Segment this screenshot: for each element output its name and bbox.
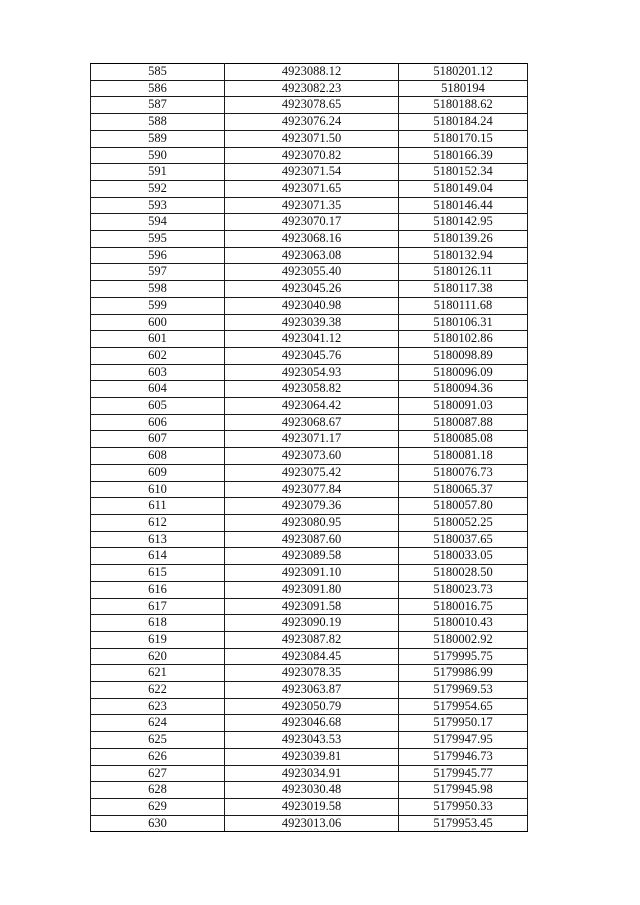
table-row (91, 631, 528, 648)
x-coordinate-cell: 4923088.12 (225, 64, 399, 81)
table-row (91, 782, 528, 799)
table-row (91, 97, 528, 114)
y-coordinate-cell: 5180117.38 (399, 281, 528, 298)
point-number-cell: 591 (91, 164, 225, 181)
x-coordinate-cell: 4923091.58 (225, 598, 399, 615)
point-number-cell: 586 (91, 80, 225, 97)
point-number-cell: 620 (91, 648, 225, 665)
x-coordinate-cell: 4923050.79 (225, 698, 399, 715)
y-coordinate-cell: 5180057.80 (399, 498, 528, 515)
table-row (91, 64, 528, 81)
y-coordinate-cell: 5180142.95 (399, 214, 528, 231)
point-number-cell: 626 (91, 748, 225, 765)
point-number-cell: 594 (91, 214, 225, 231)
table-row (91, 798, 528, 815)
point-number-cell: 619 (91, 631, 225, 648)
x-coordinate-cell: 4923087.82 (225, 631, 399, 648)
coordinate-table (90, 63, 528, 832)
y-coordinate-cell: 5180065.37 (399, 481, 528, 498)
y-coordinate-cell: 5180139.26 (399, 231, 528, 248)
x-coordinate-cell: 4923054.93 (225, 364, 399, 381)
table-row (91, 732, 528, 749)
point-number-cell: 624 (91, 715, 225, 732)
table-row (91, 448, 528, 465)
y-coordinate-cell: 5180184.24 (399, 114, 528, 131)
x-coordinate-cell: 4923071.35 (225, 197, 399, 214)
table-row (91, 765, 528, 782)
point-number-cell: 622 (91, 682, 225, 699)
point-number-cell: 617 (91, 598, 225, 615)
table-row (91, 164, 528, 181)
y-coordinate-cell: 5179950.33 (399, 798, 528, 815)
x-coordinate-cell: 4923063.87 (225, 682, 399, 699)
point-number-cell: 604 (91, 381, 225, 398)
point-number-cell: 628 (91, 782, 225, 799)
point-number-cell: 603 (91, 364, 225, 381)
table-row (91, 80, 528, 97)
y-coordinate-cell: 5180028.50 (399, 565, 528, 582)
x-coordinate-cell: 4923090.19 (225, 615, 399, 632)
x-coordinate-cell: 4923070.82 (225, 147, 399, 164)
point-number-cell: 590 (91, 147, 225, 164)
x-coordinate-cell: 4923068.67 (225, 414, 399, 431)
x-coordinate-cell: 4923087.60 (225, 531, 399, 548)
x-coordinate-cell: 4923078.65 (225, 97, 399, 114)
y-coordinate-cell: 5180037.65 (399, 531, 528, 548)
y-coordinate-cell: 5179950.17 (399, 715, 528, 732)
x-coordinate-cell: 4923091.10 (225, 565, 399, 582)
table-row (91, 464, 528, 481)
table-row (91, 247, 528, 264)
point-number-cell: 598 (91, 281, 225, 298)
x-coordinate-cell: 4923071.54 (225, 164, 399, 181)
table-row (91, 364, 528, 381)
y-coordinate-cell: 5180052.25 (399, 514, 528, 531)
table-row (91, 682, 528, 699)
point-number-cell: 596 (91, 247, 225, 264)
point-number-cell: 602 (91, 347, 225, 364)
x-coordinate-cell: 4923076.24 (225, 114, 399, 131)
table-row (91, 231, 528, 248)
y-coordinate-cell: 5179947.95 (399, 732, 528, 749)
table-row (91, 347, 528, 364)
table-row (91, 548, 528, 565)
y-coordinate-cell: 5179945.98 (399, 782, 528, 799)
x-coordinate-cell: 4923045.26 (225, 281, 399, 298)
y-coordinate-cell: 5180023.73 (399, 581, 528, 598)
table-row (91, 531, 528, 548)
y-coordinate-cell: 5180081.18 (399, 448, 528, 465)
y-coordinate-cell: 5179969.53 (399, 682, 528, 699)
x-coordinate-cell: 4923063.08 (225, 247, 399, 264)
x-coordinate-cell: 4923039.38 (225, 314, 399, 331)
y-coordinate-cell: 5180016.75 (399, 598, 528, 615)
point-number-cell: 618 (91, 615, 225, 632)
table-row (91, 615, 528, 632)
table-row (91, 748, 528, 765)
x-coordinate-cell: 4923071.50 (225, 130, 399, 147)
table-row (91, 297, 528, 314)
table-row (91, 197, 528, 214)
x-coordinate-cell: 4923082.23 (225, 80, 399, 97)
point-number-cell: 585 (91, 64, 225, 81)
x-coordinate-cell: 4923089.58 (225, 548, 399, 565)
y-coordinate-cell: 5180149.04 (399, 180, 528, 197)
point-number-cell: 621 (91, 665, 225, 682)
point-number-cell: 587 (91, 97, 225, 114)
y-coordinate-cell: 5180132.94 (399, 247, 528, 264)
point-number-cell: 627 (91, 765, 225, 782)
x-coordinate-cell: 4923079.36 (225, 498, 399, 515)
x-coordinate-cell: 4923041.12 (225, 331, 399, 348)
y-coordinate-cell: 5180076.73 (399, 464, 528, 481)
table-row (91, 498, 528, 515)
table-row (91, 698, 528, 715)
x-coordinate-cell: 4923068.16 (225, 231, 399, 248)
x-coordinate-cell: 4923046.68 (225, 715, 399, 732)
y-coordinate-cell: 5180085.08 (399, 431, 528, 448)
x-coordinate-cell: 4923039.81 (225, 748, 399, 765)
x-coordinate-cell: 4923043.53 (225, 732, 399, 749)
point-number-cell: 623 (91, 698, 225, 715)
y-coordinate-cell: 5180087.88 (399, 414, 528, 431)
x-coordinate-cell: 4923071.17 (225, 431, 399, 448)
table-row (91, 665, 528, 682)
y-coordinate-cell: 5179953.45 (399, 815, 528, 832)
y-coordinate-cell: 5180106.31 (399, 314, 528, 331)
x-coordinate-cell: 4923013.06 (225, 815, 399, 832)
point-number-cell: 601 (91, 331, 225, 348)
point-number-cell: 613 (91, 531, 225, 548)
point-number-cell: 595 (91, 231, 225, 248)
y-coordinate-cell: 5180010.43 (399, 615, 528, 632)
point-number-cell: 607 (91, 431, 225, 448)
point-number-cell: 599 (91, 297, 225, 314)
table-row (91, 281, 528, 298)
point-number-cell: 593 (91, 197, 225, 214)
point-number-cell: 597 (91, 264, 225, 281)
table-row (91, 431, 528, 448)
x-coordinate-cell: 4923055.40 (225, 264, 399, 281)
y-coordinate-cell: 5180170.15 (399, 130, 528, 147)
y-coordinate-cell: 5180002.92 (399, 631, 528, 648)
y-coordinate-cell: 5180102.86 (399, 331, 528, 348)
y-coordinate-cell: 5180188.62 (399, 97, 528, 114)
y-coordinate-cell: 5180194 (399, 80, 528, 97)
x-coordinate-cell: 4923030.48 (225, 782, 399, 799)
point-number-cell: 630 (91, 815, 225, 832)
x-coordinate-cell: 4923058.82 (225, 381, 399, 398)
y-coordinate-cell: 5180096.09 (399, 364, 528, 381)
point-number-cell: 611 (91, 498, 225, 515)
point-number-cell: 609 (91, 464, 225, 481)
point-number-cell: 615 (91, 565, 225, 582)
table-row (91, 381, 528, 398)
x-coordinate-cell: 4923091.80 (225, 581, 399, 598)
point-number-cell: 608 (91, 448, 225, 465)
point-number-cell: 605 (91, 398, 225, 415)
y-coordinate-cell: 5179986.99 (399, 665, 528, 682)
y-coordinate-cell: 5180111.68 (399, 297, 528, 314)
table-row (91, 180, 528, 197)
y-coordinate-cell: 5180201.12 (399, 64, 528, 81)
point-number-cell: 606 (91, 414, 225, 431)
point-number-cell: 616 (91, 581, 225, 598)
table-row (91, 414, 528, 431)
table-row (91, 114, 528, 131)
point-number-cell: 610 (91, 481, 225, 498)
x-coordinate-cell: 4923064.42 (225, 398, 399, 415)
table-row (91, 715, 528, 732)
y-coordinate-cell: 5179995.75 (399, 648, 528, 665)
table-row (91, 147, 528, 164)
table-row (91, 214, 528, 231)
y-coordinate-cell: 5180033.05 (399, 548, 528, 565)
table-row (91, 648, 528, 665)
y-coordinate-cell: 5180126.11 (399, 264, 528, 281)
x-coordinate-cell: 4923077.84 (225, 481, 399, 498)
x-coordinate-cell: 4923045.76 (225, 347, 399, 364)
x-coordinate-cell: 4923040.98 (225, 297, 399, 314)
point-number-cell: 612 (91, 514, 225, 531)
table-row (91, 314, 528, 331)
point-number-cell: 600 (91, 314, 225, 331)
point-number-cell: 592 (91, 180, 225, 197)
coordinate-table-body (91, 64, 528, 832)
table-row (91, 514, 528, 531)
point-number-cell: 614 (91, 548, 225, 565)
x-coordinate-cell: 4923034.91 (225, 765, 399, 782)
point-number-cell: 589 (91, 130, 225, 147)
x-coordinate-cell: 4923075.42 (225, 464, 399, 481)
y-coordinate-cell: 5180146.44 (399, 197, 528, 214)
y-coordinate-cell: 5179945.77 (399, 765, 528, 782)
x-coordinate-cell: 4923084.45 (225, 648, 399, 665)
y-coordinate-cell: 5180152.34 (399, 164, 528, 181)
x-coordinate-cell: 4923071.65 (225, 180, 399, 197)
table-row (91, 264, 528, 281)
table-row (91, 565, 528, 582)
y-coordinate-cell: 5180094.36 (399, 381, 528, 398)
x-coordinate-cell: 4923080.95 (225, 514, 399, 531)
point-number-cell: 629 (91, 798, 225, 815)
x-coordinate-cell: 4923078.35 (225, 665, 399, 682)
table-row (91, 331, 528, 348)
point-number-cell: 625 (91, 732, 225, 749)
x-coordinate-cell: 4923073.60 (225, 448, 399, 465)
table-row (91, 481, 528, 498)
y-coordinate-cell: 5180091.03 (399, 398, 528, 415)
table-row (91, 398, 528, 415)
y-coordinate-cell: 5180098.89 (399, 347, 528, 364)
table-row (91, 130, 528, 147)
y-coordinate-cell: 5179946.73 (399, 748, 528, 765)
table-row (91, 581, 528, 598)
x-coordinate-cell: 4923019.58 (225, 798, 399, 815)
y-coordinate-cell: 5179954.65 (399, 698, 528, 715)
point-number-cell: 588 (91, 114, 225, 131)
x-coordinate-cell: 4923070.17 (225, 214, 399, 231)
table-row (91, 815, 528, 832)
table-row (91, 598, 528, 615)
y-coordinate-cell: 5180166.39 (399, 147, 528, 164)
